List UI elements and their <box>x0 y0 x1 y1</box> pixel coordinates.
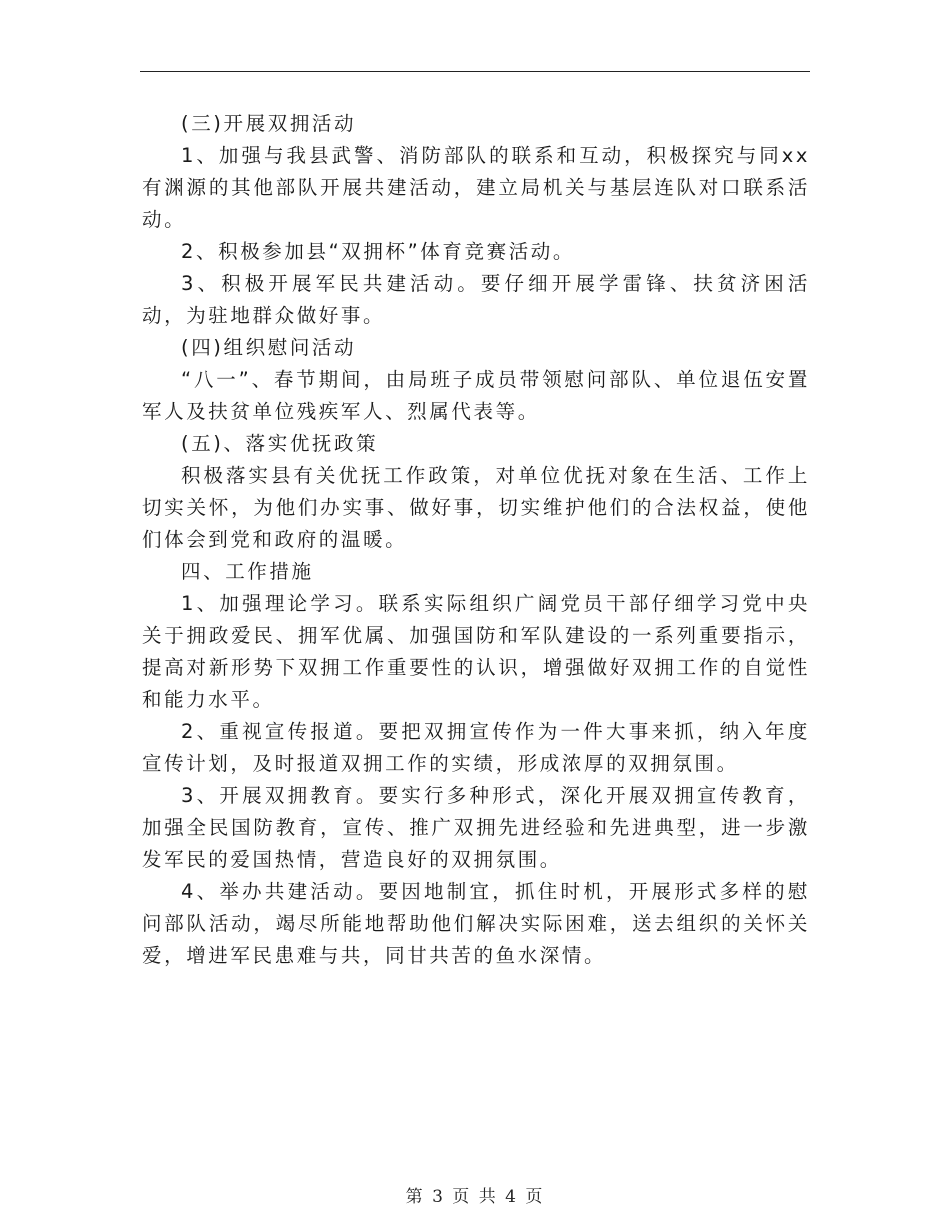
paragraph: 1、加强与我县武警、消防部队的联系和互动，积极探究与同xx有渊源的其他部队开展共建活动，建立局机关与基层连队对口联系活动。 <box>142 144 810 231</box>
section-heading-5: (五)、落实优抚政策 <box>181 432 379 455</box>
document-body <box>142 108 810 972</box>
paragraph: 3、开展双拥教育。要实行多种形式，深化开展双拥宣传教育，加强全民国防教育，宣传、推广双拥先进经验和先进典型，进一步激发军民的爱国热情，营造良好的双拥氛围。 <box>142 784 810 871</box>
section-heading-3: (三)开展双拥活动 <box>181 112 357 135</box>
paragraph: 2、重视宣传报道。要把双拥宣传作为一件大事来抓，纳入年度宣传计划，及时报道双拥工作的实绩，形成浓厚的双拥氛围。 <box>142 720 810 775</box>
paragraph: 3、积极开展军民共建活动。要仔细开展学雷锋、扶贫济困活动，为驻地群众做好事。 <box>142 272 810 327</box>
paragraph: 1、加强理论学习。联系实际组织广阔党员干部仔细学习党中央关于拥政爱民、拥军优属、加强国防和军队建设的一系列重要指示，提高对新形势下双拥工作重要性的认识，增强做好双拥工作的自觉性和能力水平。 <box>142 592 810 711</box>
paragraph: 2、积极参加县“双拥杯”体育竞赛活动。 <box>181 240 576 263</box>
section-heading-measures: 四、工作措施 <box>181 560 314 583</box>
paragraph: “八一”、春节期间，由局班子成员带领慰问部队、单位退伍安置军人及扶贫单位残疾军人、烈属代表等。 <box>142 368 810 423</box>
section-heading-4: (四)组织慰问活动 <box>181 336 357 359</box>
page-footer: 第 3 页 共 4 页 <box>405 1187 545 1207</box>
paragraph: 4、举办共建活动。要因地制宜，抓住时机，开展形式多样的慰问部队活动，竭尽所能地帮助他们解决实际困难，送去组织的关怀关爱，增进军民患难与共，同甘共苦的鱼水深情。 <box>142 880 810 967</box>
header-rule <box>140 71 810 72</box>
paragraph: 积极落实县有关优抚工作政策，对单位优抚对象在生活、工作上切实关怀，为他们办实事、做好事，切实维护他们的合法权益，使他们体会到党和政府的温暖。 <box>142 464 810 551</box>
